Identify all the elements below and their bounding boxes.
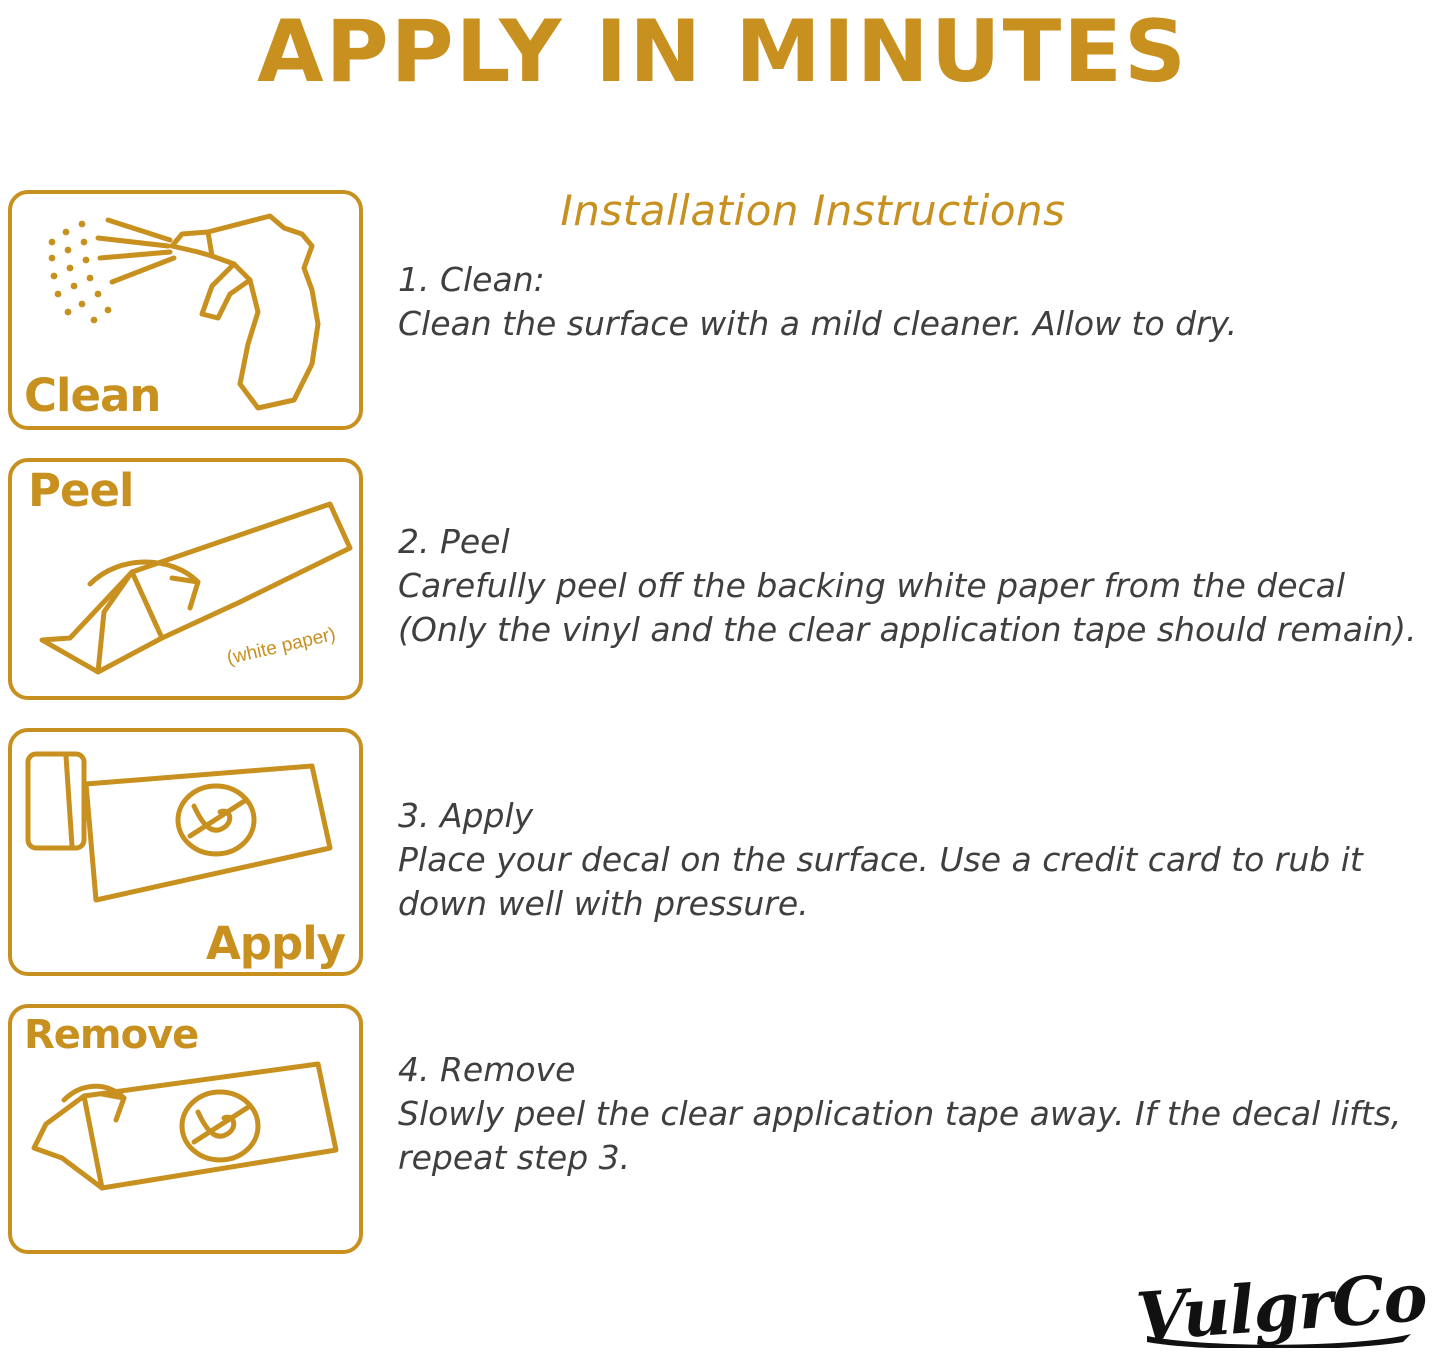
icon-card-remove <box>8 1004 363 1254</box>
step-3-body: Place your decal on the surface. Use a credit card to rub it down well with pressure. <box>398 840 1363 923</box>
icon-card-label-apply: Apply <box>205 917 345 970</box>
logo-underline-swoosh <box>1145 1332 1415 1348</box>
icon-column <box>8 190 368 1282</box>
icon-card-peel <box>8 458 363 700</box>
instructions-heading: Installation Instructions <box>560 186 1066 235</box>
icon-card-label-peel: Peel <box>28 464 134 517</box>
brand-logo: VulgrCo <box>1134 1257 1430 1356</box>
instruction-step-3 <box>398 794 1438 926</box>
icon-card-clean <box>8 190 363 430</box>
step-2-body: Carefully peel off the backing white paper from the decal (Only the vinyl and the clear application tape should remain). <box>398 566 1417 649</box>
icon-card-label-remove: Remove <box>24 1012 199 1058</box>
step-4-heading: 4. Remove <box>398 1050 576 1089</box>
instruction-step-1 <box>398 258 1237 346</box>
step-3-heading: 3. Apply <box>398 796 534 835</box>
instruction-step-4 <box>398 1048 1438 1180</box>
step-4-body: Slowly peel the clear application tape away. If the decal lifts, repeat step 3. <box>398 1094 1402 1177</box>
icon-card-sublabel-white-paper: (white paper) <box>225 623 338 670</box>
page-title: APPLY IN MINUTES <box>257 2 1188 102</box>
instructions-panel <box>398 186 1438 1177</box>
instruction-step-2 <box>398 520 1438 652</box>
icon-card-label-clean: Clean <box>24 369 161 422</box>
step-2-heading: 2. Peel <box>398 522 510 561</box>
step-1-body: Clean the surface with a mild cleaner. Allow to dry. <box>398 304 1238 343</box>
icon-card-apply <box>8 728 363 976</box>
step-1-heading: 1. Clean: <box>398 260 545 299</box>
